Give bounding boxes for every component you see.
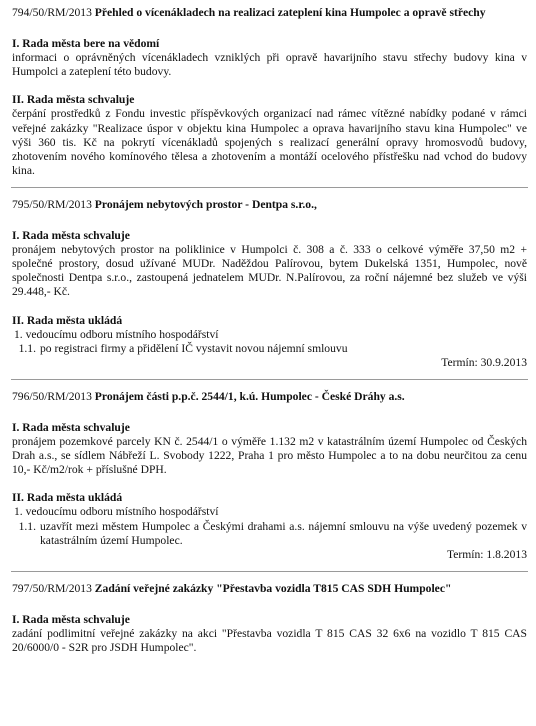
task-assignee: 1. vedoucímu odboru místního hospodářství: [14, 327, 219, 341]
resolution-number: 795/50/RM/2013: [12, 197, 92, 211]
resolution: [12, 582, 527, 655]
part-heading: I. Rada města schvaluje: [12, 229, 130, 243]
resolution-title: Zadání veřejné zakázky "Přestavba vozidla T815 CAS SDH Humpolec": [94, 581, 452, 595]
task-item-number: 1.1.: [18, 519, 36, 533]
task-item: [12, 520, 527, 548]
resolution-title: Pronájem nebytových prostor - Dentpa s.r.o.,: [94, 197, 317, 211]
resolution-header: [12, 582, 527, 596]
resolution: [12, 198, 527, 370]
task-item-text: uzavřít mezi městem Humpolec a Českými drahami a.s. nájemní smlouvu na výše uvedený pozemek v katastrálním území Humpolec.: [40, 519, 527, 547]
resolution-header: [12, 6, 527, 20]
part-text: informaci o oprávněných vícenákladech vzniklých při opravě havarijního stavu střechy budovy kina v Humpolci a zateplení této budovy.: [12, 51, 527, 79]
resolution: [12, 390, 527, 562]
part-heading: I. Rada města bere na vědomí: [12, 37, 160, 51]
part-text: pronájem pozemkové parcely KN č. 2544/1 o výměře 1.132 m2 v katastrálním území Humpolec od Českých Drah a.s., se sídlem Nábřeží L. Svobody 1222, Praha 1 pro město Humpolec a to na dobu neurčitou za cenu 10,- Kč/m2/rok + příslušné DPH.: [12, 435, 527, 477]
resolution-number: 797/50/RM/2013: [12, 581, 92, 595]
task-item-number: 1.1.: [18, 341, 36, 355]
resolution-number: 794/50/RM/2013: [12, 6, 92, 19]
part-text: zadání podlimitní veřejné zakázky na akci "Přestavba vozidla T 815 CAS 32 6x6 na vozidlo T 815 CAS 20/6000/0 - S2R pro JSDH Humpolec".: [12, 627, 527, 655]
resolution-title: Pronájem části p.p.č. 2544/1, k.ú. Humpolec - České Dráhy a.s.: [94, 389, 405, 403]
part-heading: II. Rada města ukládá: [12, 313, 123, 327]
part-heading: I. Rada města schvaluje: [12, 612, 130, 626]
task-item-text: po registraci firmy a přidělení IČ vystavit novou nájemní smlouvu: [40, 341, 348, 355]
resolution-header: [12, 198, 527, 212]
task-item: [12, 342, 527, 356]
task-assignee: 1. vedoucímu odboru místního hospodářství: [14, 505, 219, 519]
part-text: pronájem nebytových prostor na poliklinice v Humpolci č. 308 a č. 333 o celkové výměře 37,50 m2 + společné prostory, dosud užívané MUDr. Naděždou Palírovou, bytem Dukelská 1351, Humpolec, nově společnosti Dentpa s.r.o., zastoupená jednatelem MUDr. N.Palírovou, za roční nájemné bez služeb ve výši 29.448,- Kč.: [12, 243, 527, 299]
part-text: čerpání prostředků z Fondu investic příspěvkových organizací nad rámec vítězné nabídky podané v rámci veřejné zakázky "Realizace úspor v objektu kina Humpolec a oprava havarijního stavu kina Humpolec" ve výši 360 tis. Kč na pokrytí vícenákladů spojených s realizací generální opravy hromosvodů budovy, zhotovením nového komínového tělesa a zhotovením a montáží ocelového přístřešku nad vchod do budovy kina.: [12, 107, 527, 177]
divider: [11, 571, 528, 572]
resolution-title: Přehled o vícenákladech na realizaci zateplení kina Humpolec a opravě střechy: [94, 6, 486, 19]
resolution-header: [12, 390, 527, 404]
part-heading: II. Rada města schvaluje: [12, 93, 135, 107]
resolution-number: 796/50/RM/2013: [12, 389, 92, 403]
divider: [11, 379, 528, 380]
deadline: Termín: 1.8.2013: [446, 547, 527, 561]
deadline: Termín: 30.9.2013: [441, 355, 527, 369]
part-heading: II. Rada města ukládá: [12, 491, 123, 505]
resolution: [12, 6, 527, 178]
divider: [11, 187, 528, 188]
part-heading: I. Rada města schvaluje: [12, 420, 130, 434]
